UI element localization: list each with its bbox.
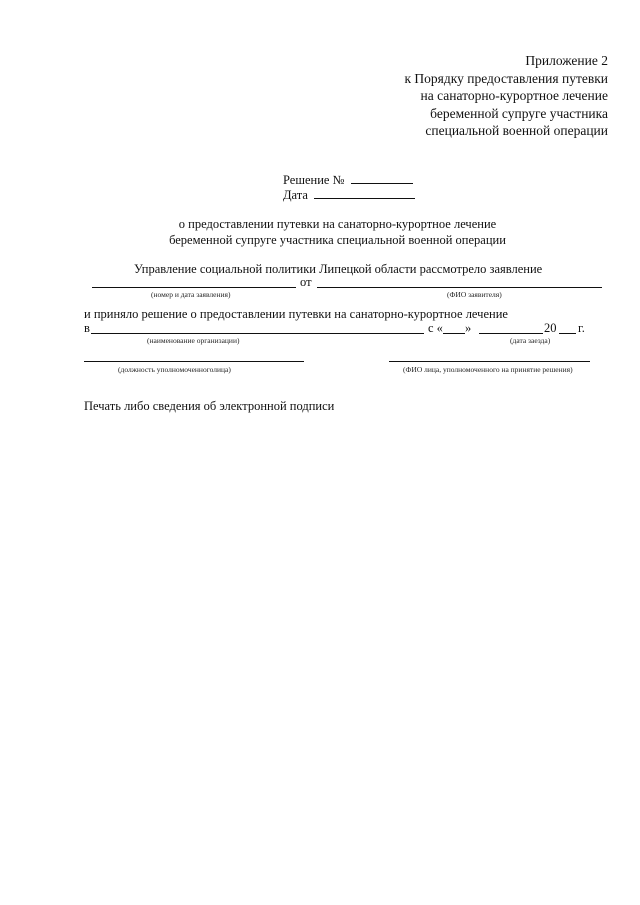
from-date-prefix: с «	[428, 321, 443, 335]
official-position-field[interactable]	[84, 361, 304, 362]
application-number-field[interactable]	[92, 287, 296, 288]
decision-date-field[interactable]	[314, 186, 415, 199]
caption-official-position: (должность уполномоченноголица)	[118, 365, 231, 374]
appendix-title: Приложение 2	[525, 53, 608, 68]
caption-applicant: (ФИО заявителя)	[447, 290, 502, 299]
appendix-line-4: беременной супруге участника	[430, 106, 608, 121]
from-word: от	[300, 275, 312, 289]
body-line-2: и приняло решение о предоставлении путевки на санаторно-курортное лечение	[84, 307, 508, 321]
appendix-line-5: специальной военной операции	[425, 123, 608, 138]
decision-title-line-2: беременной супруге участника специальной военной операции	[169, 233, 506, 247]
year-suffix: г.	[578, 321, 585, 335]
in-word: в	[84, 321, 90, 335]
caption-arrival-date: (дата заезда)	[510, 336, 551, 345]
applicant-name-field[interactable]	[317, 287, 602, 288]
caption-organization: (наименование организации)	[147, 336, 240, 345]
caption-official-name: (ФИО лица, уполномоченного на принятие решения)	[403, 365, 573, 374]
arrival-month-field[interactable]	[479, 333, 543, 334]
appendix-line-3: на санаторно-курортное лечение	[420, 88, 608, 103]
official-name-field[interactable]	[389, 361, 590, 362]
year-prefix: 20	[544, 321, 557, 335]
organization-field[interactable]	[91, 333, 424, 334]
arrival-year-field[interactable]	[559, 333, 576, 334]
arrival-day-field[interactable]	[443, 333, 465, 334]
body-line-1: Управление социальной политики Липецкой области рассмотрело заявление	[134, 262, 543, 276]
caption-application: (номер и дата заявления)	[151, 290, 231, 299]
stamp-note: Печать либо сведения об электронной подписи	[84, 399, 335, 413]
quote-close: »	[465, 321, 472, 335]
decision-date-row	[283, 186, 415, 203]
decision-number-label: Решение №	[283, 173, 345, 187]
decision-number-field[interactable]	[351, 171, 413, 184]
decision-title-line-1: о предоставлении путевки на санаторно-курортное лечение	[178, 217, 497, 231]
appendix-line-2: к Порядку предоставления путевки	[404, 71, 608, 86]
decision-date-label: Дата	[283, 188, 308, 202]
